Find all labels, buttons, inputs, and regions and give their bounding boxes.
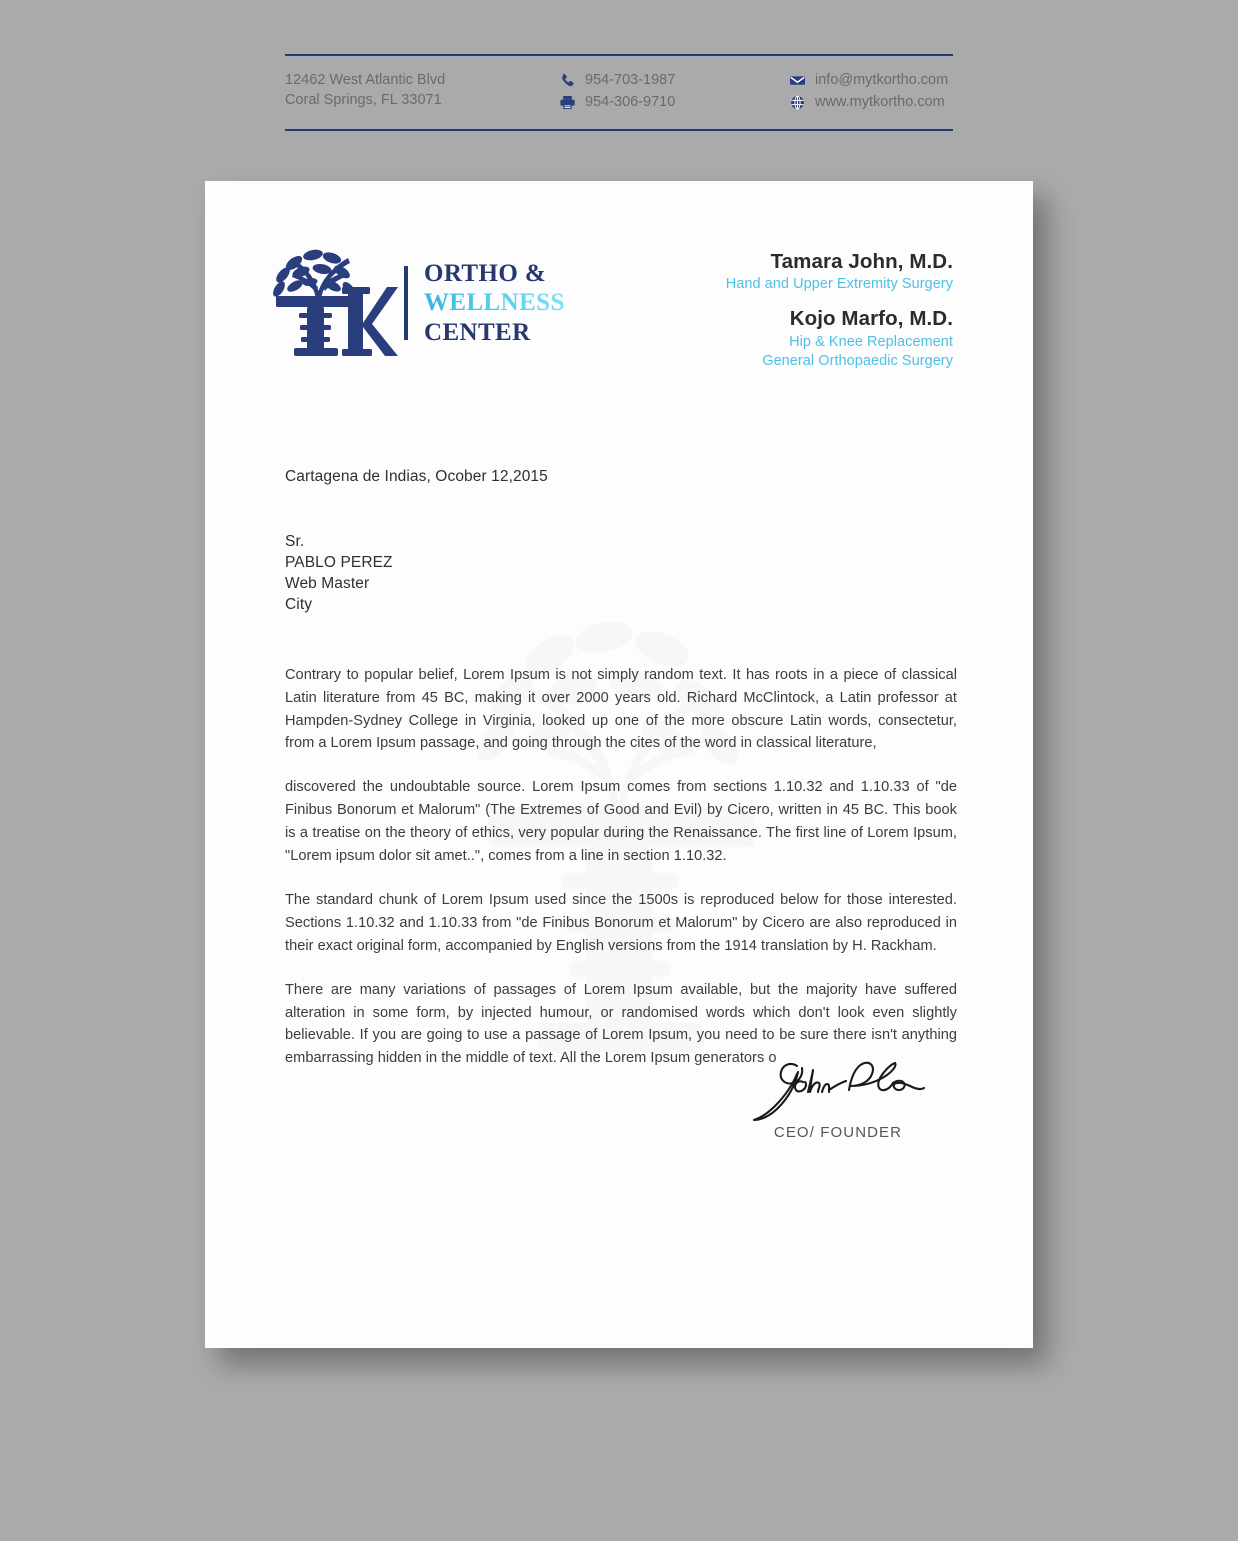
letter-paragraph: There are many variations of passages of Lorem Ipsum available, but the majority have suffered alteration in some form, by injected humour, or randomised words which don't look even slightly believable. If you are going to use a passage of Lorem Ipsum, you need to be sure there isn't anything embarrassing hidden in the middle of text. All the Lorem Ipsum generators o (285, 981, 957, 1067)
letterhead-header (205, 181, 1033, 391)
doctor-name-2: Kojo Marfo, M.D. (789, 307, 953, 331)
footer-fax-row (559, 92, 789, 113)
letter-paragraph: Contrary to popular belief, Lorem Ipsum is not simply random text. It has roots in a piece of classical Latin literature from 45 BC, making it over 2000 years old. Richard McClintock, a Latin professor at Hampden-Sydney College in Virginia, looked up one of the more obscure Latin words, consectetur, from a Lorem Ipsum passage, and going through the cites of the word in classical literature, (285, 666, 957, 752)
footer-phones (559, 70, 789, 113)
doctor-specialty-1-line-1: Hand and Upper Extremity Surgery (725, 276, 953, 293)
doctor-specialty-2-line-1: Hip & Knee Replacement (789, 333, 953, 350)
footer-web (789, 70, 953, 113)
footer-address-line1: 12462 West Atlantic Blvd (285, 71, 446, 88)
tk-tree-logo-icon (272, 247, 398, 359)
footer-address-line2: Coral Springs, FL 33071 (285, 92, 442, 109)
footer-address (285, 70, 559, 113)
footer-bottom-rule (285, 129, 953, 131)
globe-icon (789, 95, 806, 110)
logo-wordmark-line1: ORTHO & (424, 259, 547, 287)
footer-email-row (789, 70, 953, 91)
logo-wordmark (424, 259, 565, 348)
handwritten-signature-icon (750, 1056, 926, 1122)
footer-website-row (789, 92, 953, 113)
letter-paragraphs (285, 664, 957, 1071)
letter-body (285, 468, 957, 1070)
logo-wordmark-line3: CENTER (424, 318, 531, 346)
logo-wordmark-line2: WELLNESS (424, 289, 565, 317)
letterhead-footer (285, 54, 953, 131)
envelope-icon (789, 73, 806, 88)
date-line: Cartagena de Indias, Ocober 12,2015 (285, 468, 548, 485)
phone-icon (559, 73, 576, 88)
recipient-name: PABLO PEREZ (285, 553, 393, 571)
recipient-block (285, 532, 957, 616)
logo-divider (404, 266, 408, 340)
doctor-list (726, 249, 953, 371)
letter-paragraph: discovered the undoubtable source. Lorem Ipsum comes from sections 1.10.32 and 1.10.33 of "de Finibus Bonorum et Malorum" (The Extremes of Good and Evil) by Cicero, written in 45 BC. This book is a treatise on the theory of ethics, very popular during the Renaissance. The first line of Lorem Ipsum, "Lorem ipsum dolor sit amet..", comes from a line in section 1.10.32. (285, 779, 957, 865)
recipient-role: Web Master (285, 574, 370, 592)
recipient-city: City (285, 595, 313, 613)
doctor-specialty-2-line-2: General Orthopaedic Surgery (762, 352, 953, 369)
footer-website-url[interactable]: www.mytkortho.com (815, 94, 945, 111)
signature-block (723, 1056, 953, 1141)
footer-phone-row (559, 70, 789, 91)
letter-paragraph: The standard chunk of Lorem Ipsum used since the 1500s is reproduced below for those interested. Sections 1.10.32 and 1.10.33 from "de Finibus Bonorum et Malorum" by Cicero are also reproduced in their exact original form, accompanied by English versions from the 1914 translation by H. Rackham. (285, 891, 957, 954)
signature-title: CEO/ FOUNDER (773, 1124, 903, 1141)
brand-logo (272, 247, 565, 359)
footer-email-address[interactable]: info@mytkortho.com (815, 71, 949, 88)
footer-phone-number[interactable]: 954-703-1987 (585, 71, 676, 88)
printer-icon (559, 95, 576, 110)
recipient-salutation: Sr. (285, 533, 305, 550)
doctor-name-1: Tamara John, M.D. (770, 250, 953, 273)
footer-fax-number[interactable]: 954-306-9710 (585, 94, 676, 111)
letterhead-page (205, 71, 1033, 1348)
